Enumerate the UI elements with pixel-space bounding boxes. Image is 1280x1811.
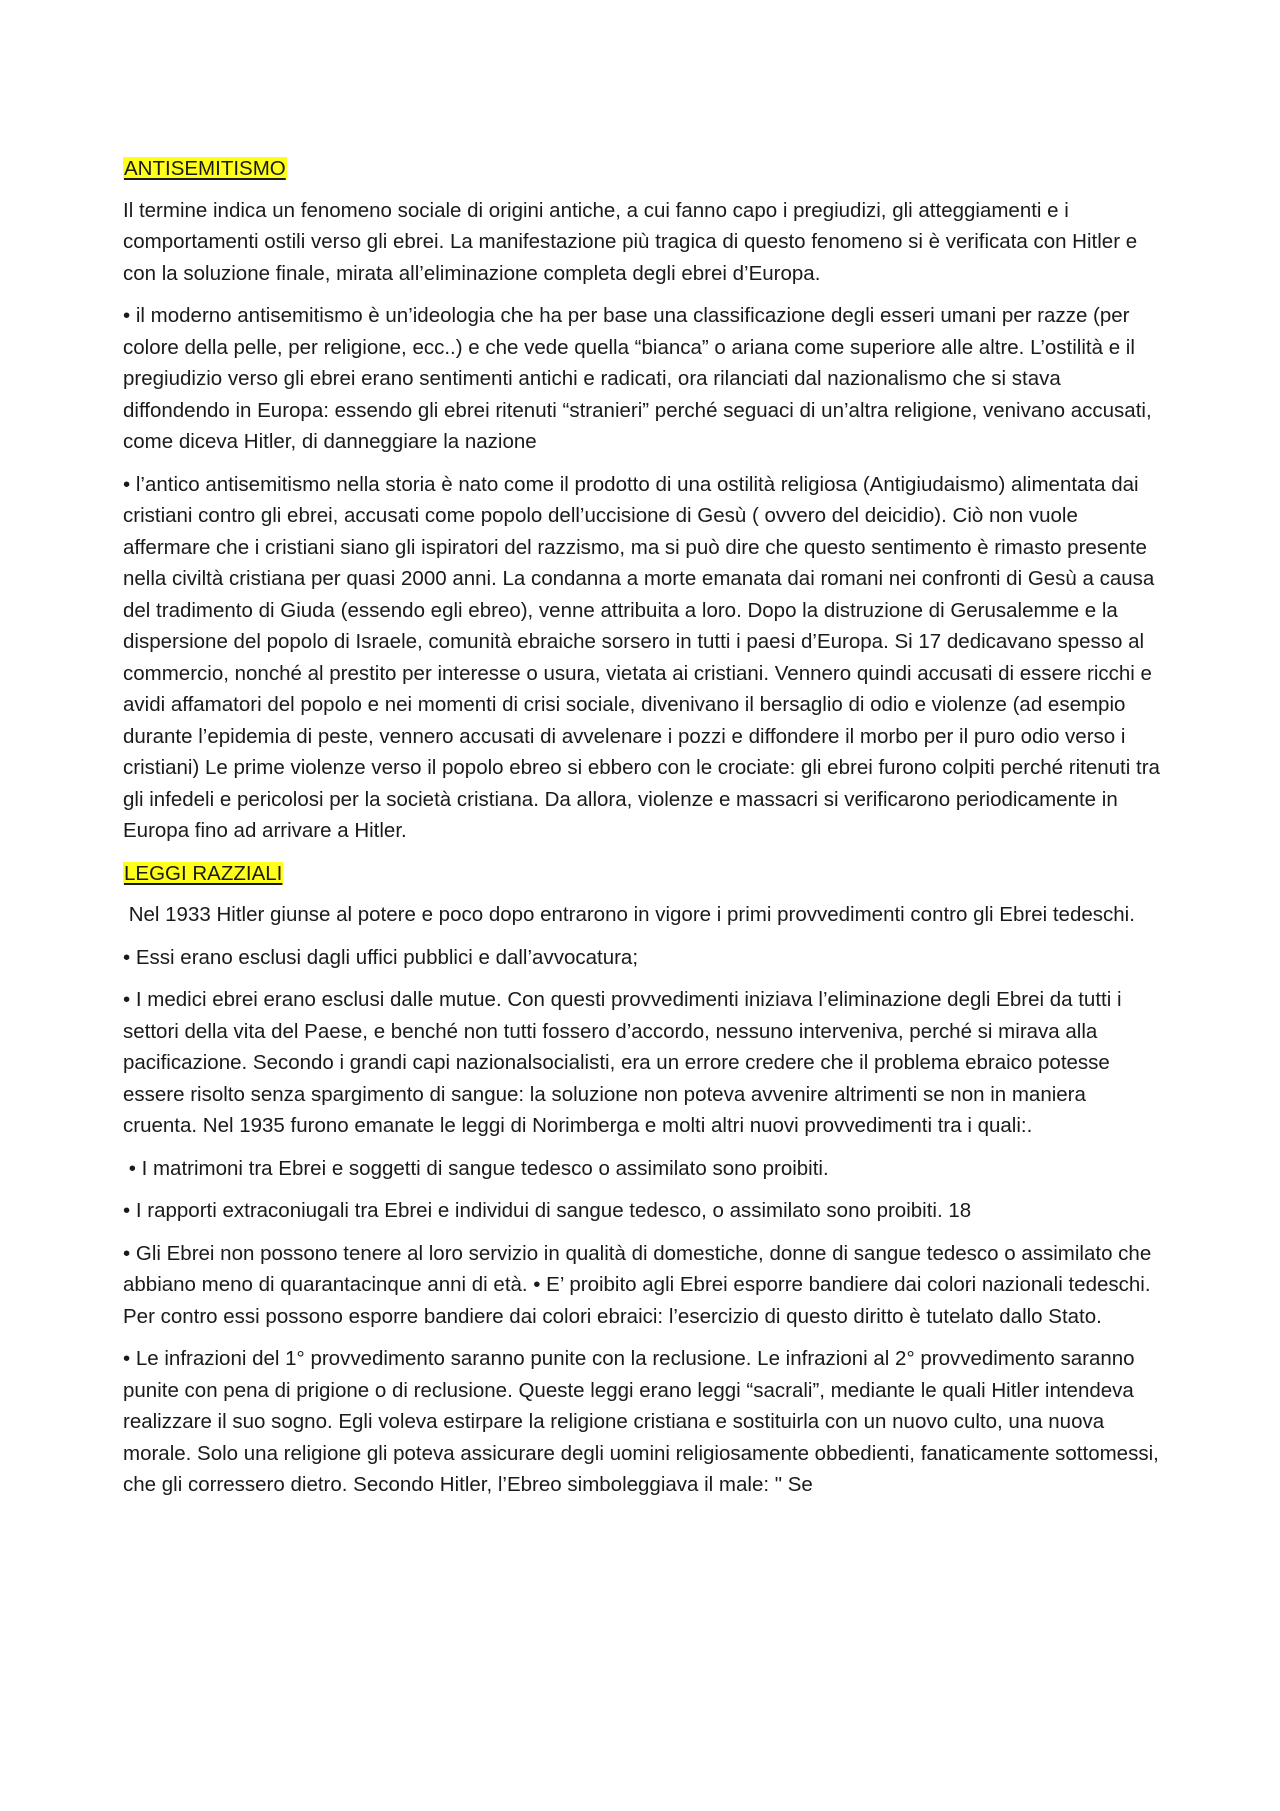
heading-antisemitismo — [123, 153, 1163, 185]
paragraph: • I rapporti extraconiugali tra Ebrei e individui di sangue tedesco, o assimilato sono proibiti. 18 — [123, 1199, 972, 1222]
paragraph: Nel 1933 Hitler giunse al potere e poco dopo entrarono in vigore i primi provvedimenti contro gli Ebrei tedeschi. — [123, 903, 1135, 926]
paragraph: • I matrimoni tra Ebrei e soggetti di sangue tedesco o assimilato sono proibiti. — [123, 1156, 829, 1180]
heading-antisemitismo-text: ANTISEMITISMO — [124, 157, 286, 180]
paragraph: • il moderno antisemitismo è un’ideologia che ha per base una classificazione degli esseri umani per razze (per colore della pelle, per religione, ecc..) e che vede quella “bianca” o ariana come superiore alle altre. L’ostilità e il pregiudizio verso gli ebrei erano sentimenti antichi e radicati, ora rilanciati dal nazionalismo che si stava diffondendo in Europa: essendo gli ebrei ritenuti “stranieri” perché seguaci di un’altra religione, venivano accusati, come diceva Hitler, di danneggiare la nazione — [123, 304, 1152, 453]
document-page — [123, 153, 1163, 1512]
heading-leggi-razziali — [123, 858, 1163, 890]
heading-leggi-razziali-text: LEGGI RAZZIALI — [124, 861, 283, 885]
paragraph: • I medici ebrei erano esclusi dalle mutue. Con questi provvedimenti iniziava l’eliminazione degli Ebrei da tutti i settori della vita del Paese, e benché non tutti fossero d’accordo, nessuno interveniva, perché si mirava alla pacificazione. Secondo i grandi capi nazionalsocialisti, era un errore credere che il problema ebraico potesse essere risolto senza spargimento di sangue: la soluzione non poteva avvenire altrimenti se non in maniera cruenta. Nel 1935 furono emanate le leggi di Norimberga e molti altri nuovi provvedimenti tra i quali:. — [123, 988, 1122, 1137]
paragraph: • l’antico antisemitismo nella storia è nato come il prodotto di una ostilità religiosa (Antigiudaismo) alimentata dai cristiani contro gli ebrei, accusati come popolo dell’uccisione di Gesù ( ovvero del deicidio). Ciò non vuole affermare che i cristiani siano gli ispiratori del razzismo, ma si può dire che questo sentimento è rimasto presente nella civiltà cristiana per quasi 2000 anni. La condanna a morte emanata dai romani nei confronti di Gesù a causa del tradimento di Giuda (essendo egli ebreo), venne attribuita a loro. Dopo la distruzione di Gerusalemme e la dispersione del popolo di Israele, comunità ebraiche sorsero in tutti i paesi d’Europa. Si 17 dedicavano spesso al commercio, nonché al prestito per interesse o usura, vietata ai cristiani. Vennero quindi accusati di essere ricchi e avidi affamatori del popolo e nei momenti di crisi sociale, divenivano il bersaglio di odio e violenze (ad esempio durante l’epidemia di peste, vennero accusati di avvelenare i pozzi e diffondere il morbo per il puro odio verso i cristiani) Le prime violenze verso il popolo ebreo si ebbero con le crociate: gli ebrei furono colpiti perché ritenuti tra gli infedeli e pericolosi per la società cristiana. Da allora, violenze e massacri si verificarono periodicamente in Europa fino ad arrivare a Hitler. — [123, 472, 1160, 842]
paragraph: • Le infrazioni del 1° provvedimento saranno punite con la reclusione. Le infrazioni al 2° provvedimento saranno punite con pena di prigione o di reclusione. Queste leggi erano leggi “sacrali”, mediante le quali Hitler intendeva realizzare il suo sogno. Egli voleva estirpare la religione cristiana e sostituirla con un nuovo culto, una nuova morale. Solo una religione gli poteva assicurare degli uomini religiosamente obbedienti, fanaticamente sottomessi, che gli corressero dietro. Secondo Hitler, l’Ebreo simboleggiava il male: " Se — [123, 1347, 1159, 1496]
paragraph: • Gli Ebrei non possono tenere al loro servizio in qualità di domestiche, donne di sangue tedesco o assimilato che abbiano meno di quarantacinque anni di età. • E’ proibito agli Ebrei esporre bandiere dai colori nazionali tedeschi. Per contro essi possono esporre bandiere dai colori ebraici: l’esercizio di questo diritto è tutelato dallo Stato. — [123, 1241, 1152, 1328]
paragraph: • Essi erano esclusi dagli uffici pubblici e dall’avvocatura; — [123, 945, 639, 969]
paragraph: Il termine indica un fenomeno sociale di origini antiche, a cui fanno capo i pregiudizi, gli atteggiamenti e i comportamenti ostili verso gli ebrei. La manifestazione più tragica di questo fenomeno si è verificata con Hitler e con la soluzione finale, mirata all’eliminazione completa degli ebrei d’Europa. — [123, 198, 1138, 285]
